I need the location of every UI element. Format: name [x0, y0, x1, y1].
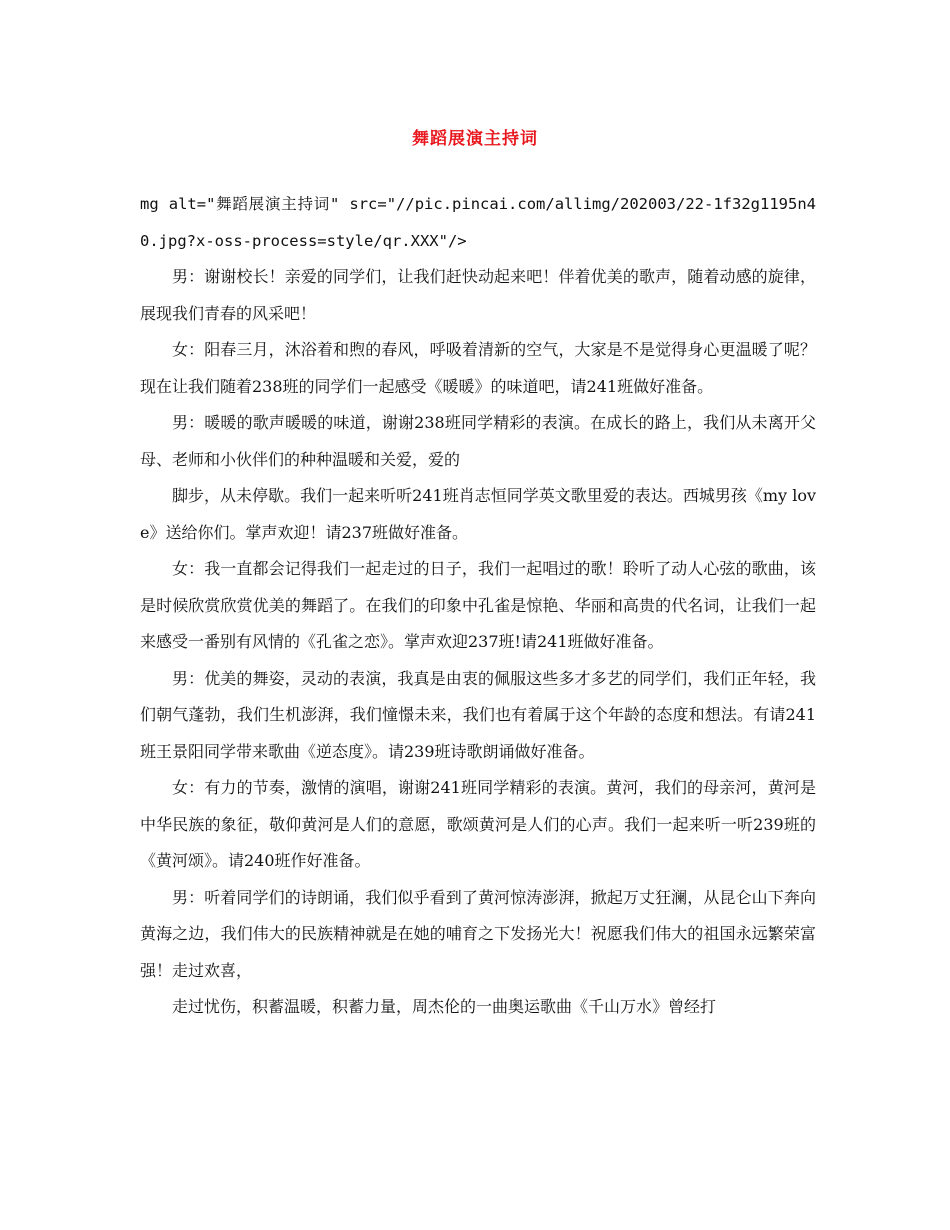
- image-tag-text: mg alt="舞蹈展演主持词" src="//pic.pincai.com/allimg/202003/22-1f32g1195n40.jpg?x-oss-process=style/qr.XXX"/>: [140, 195, 816, 250]
- paragraph: 男：听着同学们的诗朗诵，我们似乎看到了黄河惊涛澎湃，掀起万丈狂澜，从昆仑山下奔向黄海之边，我们伟大的民族精神就是在她的哺育之下发扬光大！祝愿我们伟大的祖国永远繁荣富强！走过欢喜，: [140, 887, 816, 980]
- paragraph: 走过忧伤，积蓄温暖，积蓄力量，周杰伦的一曲奥运歌曲《千山万水》曾经打: [172, 997, 717, 1016]
- paragraph: 女：我一直都会记得我们一起走过的日子，我们一起唱过的歌！聆听了动人心弦的歌曲，该是时候欣赏欣赏优美的舞蹈了。在我们的印象中孔雀是惊艳、华丽和高贵的代名词，让我们一起来感受一番别有风情的《孔雀之恋》。掌声欢迎237班!请241班做好准备。: [140, 559, 816, 651]
- paragraph: 女：有力的节奏，激情的演唱，谢谢241班同学精彩的表演。黄河，我们的母亲河，黄河是中华民族的象征，敬仰黄河是人们的意愿，歌颂黄河是人们的心声。我们一起来听一听239班的《黄河颂》。请240班作好准备。: [140, 778, 816, 870]
- paragraph: 男：谢谢校长！亲爱的同学们，让我们赶快动起来吧！伴着优美的歌声，随着动感的旋律，展现我们青春的风采吧！: [140, 267, 816, 323]
- paragraph: 脚步，从未停歇。我们一起来听听241班肖志恒同学英文歌里爱的表达。西城男孩《my love》送给你们。掌声欢迎！请237班做好准备。: [140, 486, 816, 542]
- document-title: 舞蹈展演主持词: [412, 129, 538, 149]
- document-body: [140, 186, 816, 1026]
- paragraph: 女：阳春三月，沐浴着和煦的春风，呼吸着清新的空气，大家是不是觉得身心更温暖了呢？现在让我们随着238班的同学们一起感受《暖暖》的味道吧，请241班做好准备。: [140, 340, 816, 396]
- paragraph: 男：暖暖的歌声暖暖的味道，谢谢238班同学精彩的表演。在成长的路上，我们从未离开父母、老师和小伙伴们的种种温暖和关爱，爱的: [140, 413, 816, 469]
- paragraph: 男：优美的舞姿，灵动的表演，我真是由衷的佩服这些多才多艺的同学们，我们正年轻，我们朝气蓬勃，我们生机澎湃，我们憧憬未来，我们也有着属于这个年龄的态度和想法。有请241班王景阳同学带来歌曲《逆态度》。请239班诗歌朗诵做好准备。: [140, 668, 816, 761]
